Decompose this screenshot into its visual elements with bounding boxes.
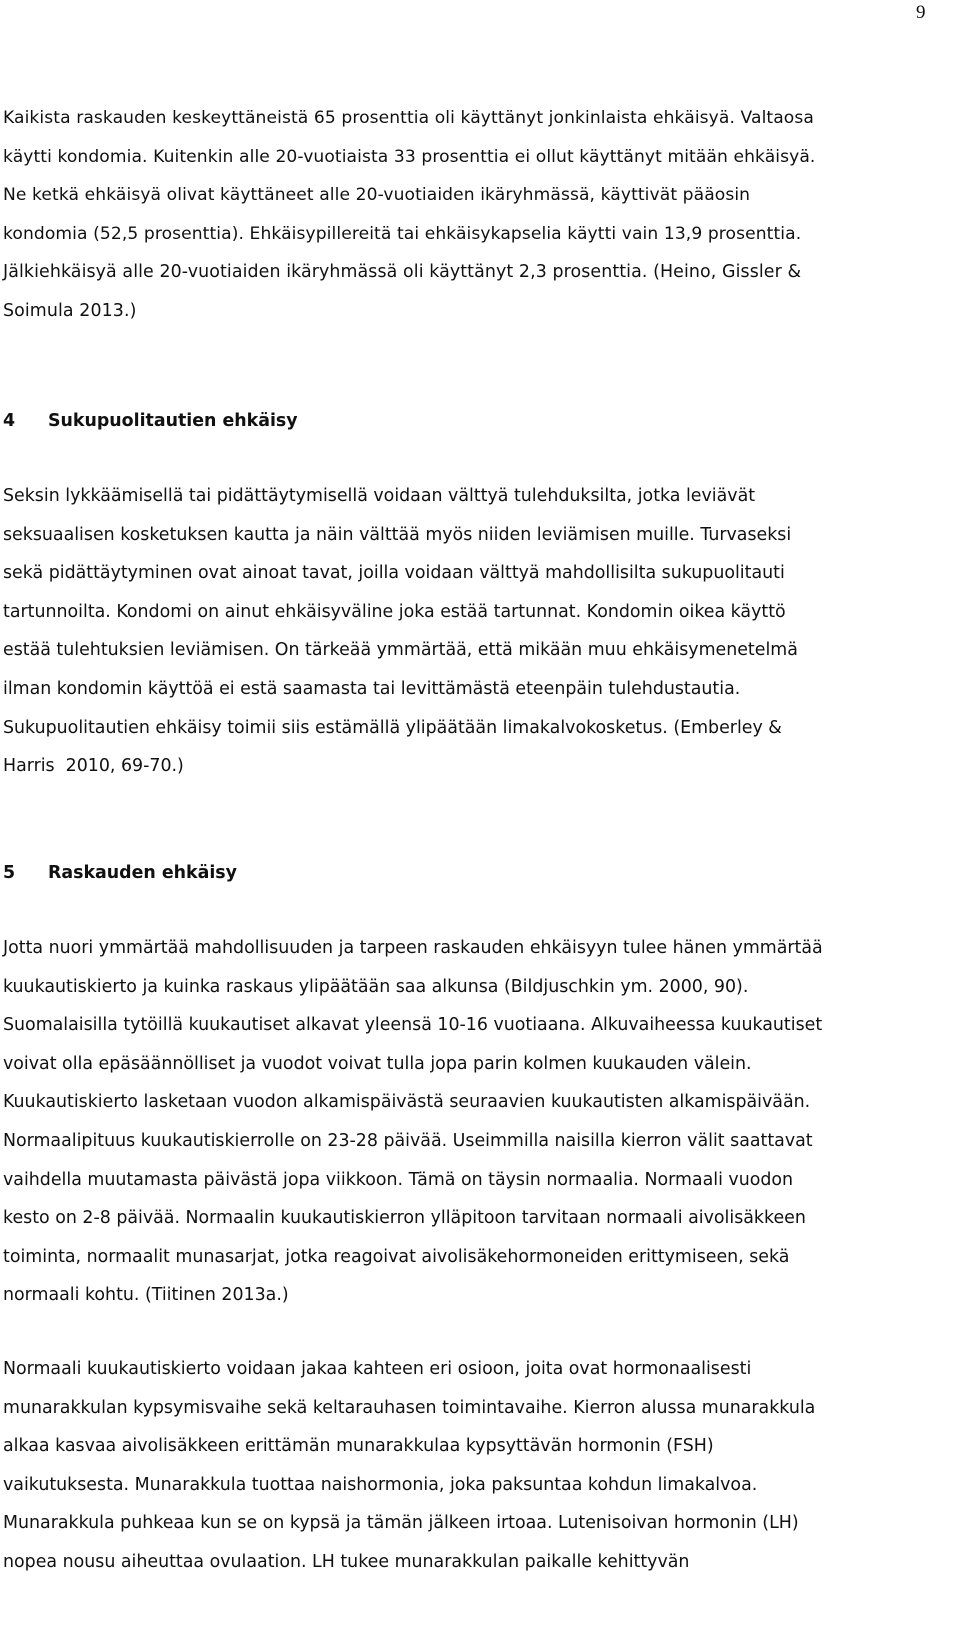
text-line: vaihdella muutamasta päivästä jopa viikkoon. Tämä on täysin normaalia. Normaali vuodon bbox=[3, 1169, 794, 1190]
text-line: nopea nousu aiheuttaa ovulaation. LH tukee munarakkulan paikalle kehittyvän bbox=[3, 1551, 690, 1572]
section-heading-pregnancy-prevention bbox=[3, 861, 237, 885]
text-line: voivat olla epäsäännölliset ja vuodot voivat tulla jopa parin kolmen kuukauden välein. bbox=[3, 1053, 752, 1074]
text-line: alkaa kasvaa aivolisäkkeen erittämän munarakkulaa kypsyttävän hormonin (FSH) bbox=[3, 1436, 714, 1457]
text-line: kesto on 2-8 päivää. Normaalin kuukautiskierron ylläpitoon tarvitaan normaali aivolisäkkeen bbox=[3, 1208, 806, 1229]
section-title: Sukupuolitautien ehkäisy bbox=[48, 411, 298, 431]
text-line: Suomalaisilla tytöillä kuukautiset alkavat yleensä 10-16 vuotiaana. Alkuvaiheessa kuukautiset bbox=[3, 1015, 823, 1036]
text-line: Soimula 2013.) bbox=[3, 300, 137, 321]
text-line: Normaalipituus kuukautiskierrolle on 23-28 päivää. Useimmilla naisilla kierron välit saattavat bbox=[3, 1130, 813, 1151]
paragraph-cycle-phases bbox=[3, 1350, 815, 1582]
text-line: Kuukautiskierto lasketaan vuodon alkamispäivästä seuraavien kuukautisten alkamispäivään. bbox=[3, 1092, 811, 1113]
section-number: 4 bbox=[3, 411, 16, 431]
text-line: ilman kondomin käyttöä ei estä saamasta tai levittämästä eteenpäin tulehdustautia. bbox=[3, 678, 741, 699]
text-line: Normaali kuukautiskierto voidaan jakaa kahteen eri osioon, joita ovat hormonaalisesti bbox=[3, 1359, 752, 1379]
section-heading-sti-prevention bbox=[3, 409, 298, 433]
text-line: Jotta nuori ymmärtää mahdollisuuden ja tarpeen raskauden ehkäisyyn tulee hänen ymmärtää bbox=[3, 938, 823, 958]
text-line: vaikutuksesta. Munarakkula tuottaa naishormonia, joka paksuntaa kohdun limakalvoa. bbox=[3, 1474, 758, 1495]
text-line: normaali kohtu. (Tiitinen 2013a.) bbox=[3, 1285, 289, 1306]
text-line: seksuaalisen kosketuksen kautta ja näin välttää myös niiden leviämisen muille. Turvaseksi bbox=[3, 524, 792, 545]
text-line: tartunnoilta. Kondomi on ainut ehkäisyväline joka estää tartunnat. Kondomin oikea käyttö bbox=[3, 601, 786, 622]
text-line: kuukautiskierto ja kuinka raskaus ylipäätään saa alkunsa (Bildjuschkin ym. 2000, 90). bbox=[3, 976, 749, 997]
text-line: Munarakkula puhkeaa kun se on kypsä ja tämän jälkeen irtoaa. Lutenisoivan hormonin (LH) bbox=[3, 1513, 799, 1534]
text-line: Jälkiehkäisyä alle 20-vuotiaiden ikäryhmässä oli käyttänyt 2,3 prosenttia. (Heino, Gissler & bbox=[3, 262, 802, 283]
text-line: estää tulehtuksien leviämisen. On tärkeää ymmärtää, että mikään muu ehkäisymenetelmä bbox=[3, 640, 798, 661]
paragraph-sti-prevention bbox=[3, 477, 798, 786]
text-line: käytti kondomia. Kuitenkin alle 20-vuotiaista 33 prosenttia ei ollut käyttänyt mitään ehkäisyä. bbox=[3, 146, 816, 167]
section-title: Raskauden ehkäisy bbox=[48, 863, 237, 883]
section-number: 5 bbox=[3, 863, 16, 883]
paragraph-menstrual-cycle bbox=[3, 929, 823, 1315]
text-line: sekä pidättäytyminen ovat ainoat tavat, joilla voidaan välttyä mahdollisilta sukupuolitauti bbox=[3, 563, 785, 584]
text-line: munarakkulan kypsymisvaihe sekä keltarauhasen toimintavaihe. Kierron alussa munarakkula bbox=[3, 1397, 816, 1418]
page-number: 9 bbox=[916, 2, 926, 23]
paragraph-contraception-statistics bbox=[3, 99, 815, 331]
text-line: toiminta, normaalit munasarjat, jotka reagoivat aivolisäkehormoneiden erittymiseen, sekä bbox=[3, 1246, 790, 1267]
text-line: Sukupuolitautien ehkäisy toimii siis estämällä ylipäätään limakalvokosketus. (Emberley & bbox=[3, 717, 782, 738]
text-line: Seksin lykkäämisellä tai pidättäytymisellä voidaan välttyä tulehduksilta, jotka leviävät bbox=[3, 486, 756, 506]
text-line: Kaikista raskauden keskeyttäneistä 65 prosenttia oli käyttänyt jonkinlaista ehkäisyä. Valtaosa bbox=[3, 108, 814, 128]
text-line: Harris 2010, 69-70.) bbox=[3, 756, 184, 777]
text-line: kondomia (52,5 prosenttia). Ehkäisypillereitä tai ehkäisykapselia käytti vain 13,9 prosenttia. bbox=[3, 223, 802, 244]
text-line: Ne ketkä ehkäisyä olivat käyttäneet alle 20-vuotiaiden ikäryhmässä, käyttivät pääosin bbox=[3, 185, 751, 206]
